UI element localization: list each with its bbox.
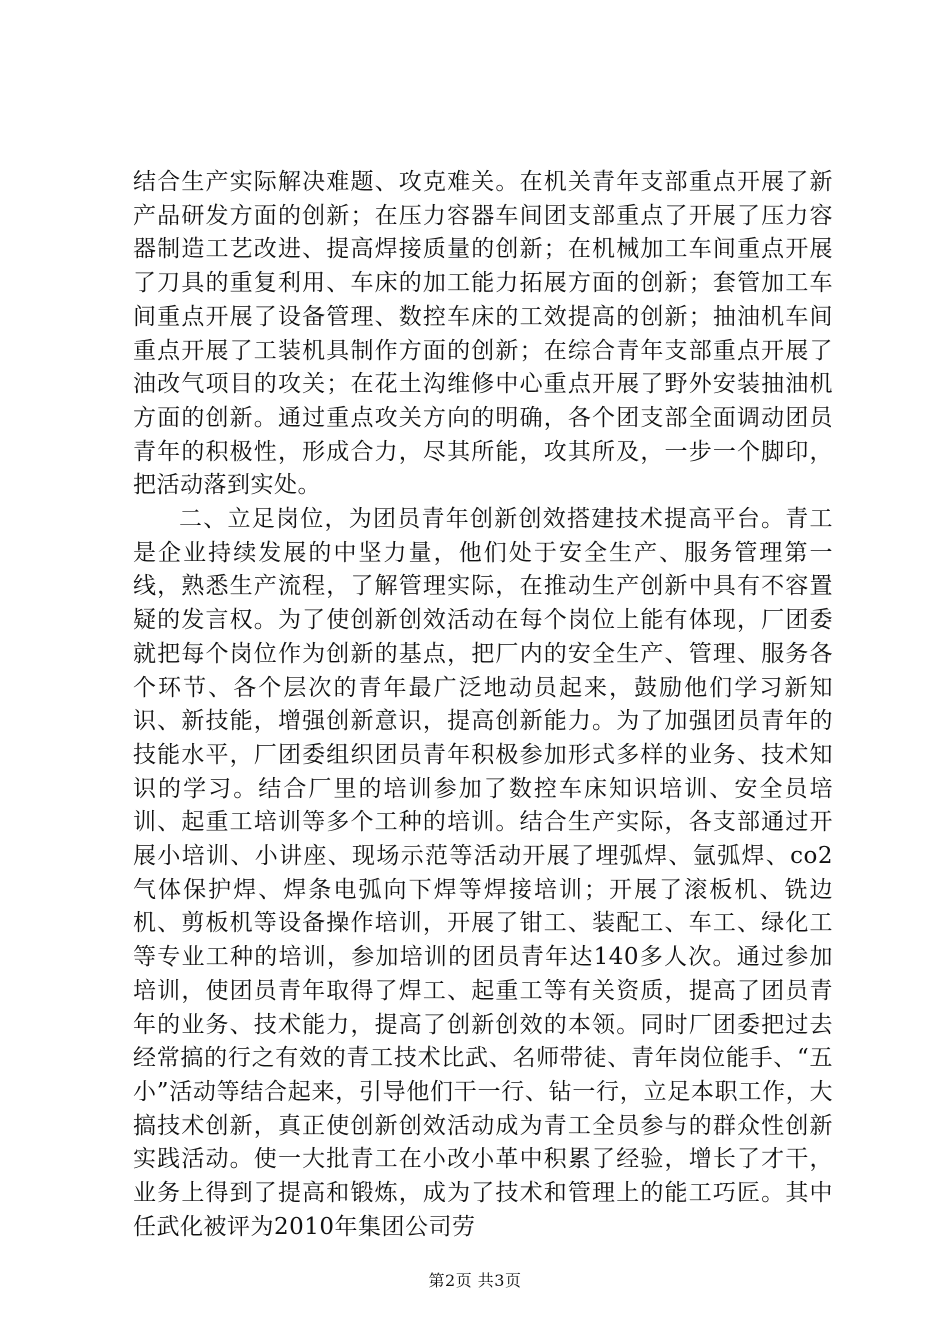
document-body xyxy=(133,166,833,1245)
page-footer: 第2页 共3页 xyxy=(428,1271,522,1290)
paragraph-job-platform: 二、立足岗位，为团员青年创新创效搭建技术提高平台。青工是企业持续发展的中坚力量，他们处于安全生产、服务管理第一线，熟悉生产流程，了解管理实际，在推动生产创新中具有不容置疑的发言权。为了使创新创效活动在每个岗位上能有体现，厂团委就把每个岗位作为创新的基点，把厂内的安全生产、管理、服务各个环节、各个层次的青年最广泛地动员起来，鼓励他们学习新知识、新技能，增强创新意识，提高创新能力。为了加强团员青年的技能水平，厂团委组织团员青年积极参加形式多样的业务、技术知识的学习。结合厂里的培训参加了数控车床知识培训、安全员培训、起重工培训等多个工种的培训。结合生产实际，各支部通过开展小培训、小讲座、现场示范等活动开展了埋弧焊、氩弧焊、co2气体保护焊、焊条电弧向下焊等焊接培训；开展了滚板机、铣边机、剪板机等设备操作培训，开展了钳工、装配工、车工、绿化工等专业工种的培训，参加培训的团员青年达140多人次。通过参加培训，使团员青年取得了焊工、起重工等有关资质，提高了团员青年的业务、技术能力，提高了创新创效的本领。同时厂团委把过去经常搞的行之有效的青工技术比武、名师带徒、青年岗位能手、“五小”活动等结合起来，引导他们干一行、钻一行，立足本职工作，大搞技术创新，真正使创新创效活动成为青工全员参与的群众性创新实践活动。使一大批青工在小改小革中积累了经验，增长了才干，业务上得到了提高和锻炼，成为了技术和管理上的能工巧匠。其中任武化被评为2010年集团公司劳 xyxy=(133,506,833,1240)
paragraph-innovation-focus: 结合生产实际解决难题、攻克难关。在机关青年支部重点开展了新产品研发方面的创新；在压力容器车间团支部重点了开展了压力容器制造工艺改进、提高焊接质量的创新；在机械加工车间重点开展了刀具的重复利用、车床的加工能力拓展方面的创新；套管加工车间重点开展了设备管理、数控车床的工效提高的创新；抽油机车间重点开展了工装机具制作方面的创新；在综合青年支部重点开展了油改气项目的攻关；在花土沟维修中心重点开展了野外安装抽油机方面的创新。通过重点攻关方向的明确，各个团支部全面调动团员青年的积极性，形成合力，尽其所能，攻其所及，一步一个脚印，把活动落到实处。 xyxy=(133,169,833,499)
